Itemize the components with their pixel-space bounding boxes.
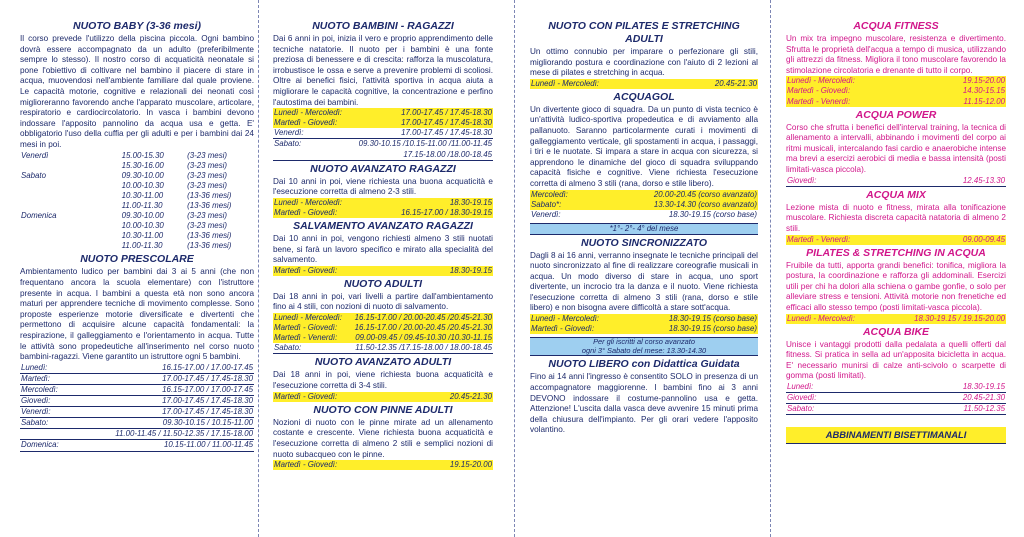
schedule-day: Martedì - Venerdì: xyxy=(786,235,881,245)
schedule-day xyxy=(20,161,121,171)
schedule-time: 20.45-21.30 xyxy=(628,79,758,89)
schedule-day xyxy=(20,231,121,241)
schedule-row xyxy=(20,201,254,211)
schedule-day: Martedì - Giovedì: xyxy=(273,323,354,333)
schedule-baby xyxy=(20,151,254,252)
column-1 xyxy=(20,18,254,533)
section-title-nuoto-libero: NUOTO LIBERO con Didattica Guidata xyxy=(548,358,740,371)
schedule-row xyxy=(20,221,254,231)
schedule-time: 10.00-10.30 xyxy=(121,221,164,231)
schedule-time: 17.00-17.45 / 17.45-18.30 xyxy=(358,108,493,118)
schedule-day xyxy=(20,191,121,201)
section-desc-pinne: Nozioni di nuoto con le pinne mirate ad un allenamento costante e crescente. Viene richiesta buona acquaticità e l'esecuzione corretta di almeno 2 stili e semplici nozioni di nuoto subacqueo con le pinne. xyxy=(273,417,493,459)
schedule-row xyxy=(20,161,254,171)
section-title-acqua-bike: ACQUA BIKE xyxy=(862,325,930,338)
schedule-acqua-power xyxy=(786,176,1006,187)
schedule-acqua-bike xyxy=(786,382,1006,415)
schedule-time: 10.30-11.00 xyxy=(121,231,164,241)
schedule-row xyxy=(530,200,758,210)
schedule-time: 12.45-13.30 xyxy=(881,176,1006,187)
schedule-day: Mercoledì: xyxy=(530,190,628,200)
schedule-day: Venerdì: xyxy=(273,128,358,139)
schedule-day: Venerdì: xyxy=(531,209,561,219)
schedule-day: Venerdì xyxy=(21,150,49,160)
schedule-row xyxy=(20,385,254,396)
schedule-day: Giovedì: xyxy=(20,396,114,407)
section-desc-avanzato-adulti: Dai 18 anni in poi, viene richiesta buona acquaticità e l'esecuzione corretta di 3-4 stili. xyxy=(273,370,493,391)
schedule-day xyxy=(20,241,121,251)
schedule-row xyxy=(786,235,1006,245)
schedule-time: 09.30-10.00 xyxy=(121,170,164,180)
section-desc-acqua-mix: Lezione mista di nuoto e fitness, mirata alla tonificazione muscolare. Richiesta discreta capacità natatoria di almeno 2 stili. xyxy=(786,202,1006,233)
column-4 xyxy=(786,18,1006,533)
note-sincronizzato xyxy=(530,337,758,356)
schedule-day: Lunedì - Mercoledì: xyxy=(273,198,368,208)
schedule-row xyxy=(20,211,254,221)
schedule-time: 15.00-15.30 xyxy=(121,150,164,160)
schedule-sincronizzato xyxy=(530,314,758,334)
schedule-time: 20.45-21.30 xyxy=(368,392,493,402)
schedule-row xyxy=(20,171,254,181)
schedule-row xyxy=(786,393,1006,404)
schedule-day: Lunedì - Mercoledì: xyxy=(530,314,628,324)
section-title-salvamento: SALVAMENTO AVANZATO RAGAZZI xyxy=(293,220,473,232)
schedule-acqua-fitness xyxy=(786,76,1006,106)
schedule-day: Sabato: xyxy=(20,418,114,429)
schedule-row xyxy=(786,76,1006,86)
schedule-time: 17.00-17.45 / 17.45-18.30 xyxy=(114,396,254,407)
schedule-row xyxy=(530,210,758,220)
schedule-time: 09.30-10.00 xyxy=(121,211,164,221)
schedule-day xyxy=(20,221,121,231)
schedule-row xyxy=(786,404,1006,415)
schedule-row xyxy=(786,176,1006,187)
schedule-pinne xyxy=(273,460,493,470)
schedule-time: 17.15-18.00 /18.00-18.45 xyxy=(358,150,493,161)
schedule-time: 11.15-12.00 xyxy=(881,97,1006,107)
schedule-time: 18.30-19.15 xyxy=(881,382,1006,393)
section-title-acquagol: ACQUAGOL xyxy=(613,90,675,103)
schedule-time: 17.00-17.45 / 17.45-18.30 xyxy=(358,118,493,128)
schedule-age-range: (3-23 mesi) xyxy=(187,170,228,180)
schedule-day: Lunedì - Mercoledì: xyxy=(273,108,358,118)
schedule-avanzato-adulti xyxy=(273,392,493,402)
section-title-pilates-nuoto: NUOTO CON PILATES E STRETCHING ADULTI xyxy=(548,20,740,45)
section-desc-prescolare: Ambientamento ludico per bambini dai 3 ai 5 anni (che non frequentano ancora la scuola elementare) con l'istruttore presente in acqua. I bambini a questa età non sono ancora maturi per apprendere tecniche di movimento complesse. Sono proposte esperienze motorie diversificate e divertenti che permettono di acquisire alcune capacità fondamentali: la respirazione, il galleggiamento e l'orientamento in acqua. Tutte le attività sono propedeutiche all'inserimento nel corso nuoto bambini-ragazzi. Viene garantito un istruttore ogni 5 bambini. xyxy=(20,267,254,362)
schedule-day: Lunedì: xyxy=(20,363,114,374)
schedule-pilates-stretching xyxy=(786,314,1006,324)
schedule-age-range: (13-36 mesi) xyxy=(187,241,232,251)
schedule-row xyxy=(20,373,254,384)
schedule-day: Lunedì: xyxy=(786,382,881,393)
note-acquagol: *1°- 2°- 4° del mese xyxy=(530,223,758,235)
schedule-row xyxy=(273,108,493,118)
schedule-age-range: (3-23 mesi) xyxy=(187,211,228,221)
section-desc-acqua-fitness: Un mix tra impegno muscolare, resistenza e divertimento. Sfrutta le proprietà dell'acqua a tempo di musica, utilizzando gli attrezzi da fitness. Migliora il tono muscolare favorendo la stimolazione circolatoria e drenante di tutto il corpo. xyxy=(786,34,1006,75)
schedule-age-range: (3-23 mesi) xyxy=(187,180,228,190)
schedule-day: Martedì - Venerdì: xyxy=(786,97,881,107)
schedule-time: 18.30-19.15 (corso base) xyxy=(628,324,758,334)
schedule-time: 18.30-19.15 / 19.15-20.00 xyxy=(881,314,1006,324)
schedule-time: 16.15-17.00 / 18.30-19.15 xyxy=(368,208,493,218)
section-desc-acqua-bike: Unisce i vantaggi prodotti dalla pedalata a quelli offerti dal fitness. Si pratica in sella ad un'apposita bicicletta in acqua. E' necessario munirsi di calze anti-scivolo o scarpette di gomma (posti limitati). xyxy=(786,339,1006,381)
schedule-bambini xyxy=(273,108,493,160)
schedule-row xyxy=(20,241,254,251)
schedule-row xyxy=(20,181,254,191)
schedule-acquagol xyxy=(530,190,758,220)
schedule-row xyxy=(20,363,254,374)
section-title-acqua-power: ACQUA POWER xyxy=(855,108,937,121)
schedule-time: 17.00-17.45 / 17.45-18.30 xyxy=(114,373,254,384)
section-desc-pilates-nuoto: Un ottimo connubio per imparare o perfezionare gli stili, migliorando postura e coordinazione con l'aiuto di 2 lezioni al mese di pilates e stretching in acqua. xyxy=(530,47,758,78)
schedule-day xyxy=(20,181,121,191)
section-title-pilates-stretching: PILATES & STRETCHING IN ACQUA xyxy=(806,246,986,259)
schedule-time: 18.30-19.15 xyxy=(368,198,493,208)
schedule-time: 17.00-17.45 / 17.45-18.30 xyxy=(358,128,493,139)
section-desc-baby: Il corso prevede l'utilizzo della piscina piccola. Ogni bambino dovrà essere accompagnato da un adulto (preferibilmente sempre lo stesso). Il nostro corso di acquaticità neonatale si pone l'obiettivo di coltivare nel bambino il piacere di stare in acqua, muovendosi nell'ambiente familiare dal quale proviene. Le capacità motorie, cognitive e relazionali dei neonati così miglioreranno favorendo anche l'apparato muscolare, articolare, respiratorio e cardiocircolatorio. In vasca i bambini devono indossare l'apposito pannolino da acqua usa e getta. E' obbligatorio l'uso della cuffia per gli adulti e per i bambini dai 24 mesi in poi. xyxy=(20,34,254,149)
schedule-day: Lunedì - Mercoledì: xyxy=(786,314,881,324)
abbinamenti-banner: ABBINAMENTI BISETTIMANALI xyxy=(786,427,1006,444)
schedule-time: 11.50-12.35 xyxy=(881,404,1006,415)
schedule-day: Sabato: xyxy=(274,139,302,149)
schedule-time: 20.00-20.45 (corso avanzato) xyxy=(628,190,758,200)
schedule-time: 15.30-16.00 xyxy=(121,160,164,170)
schedule-day xyxy=(273,150,358,161)
schedule-row xyxy=(20,151,254,161)
section-title-baby: NUOTO BABY (3-36 mesi) xyxy=(73,20,201,32)
section-desc-acqua-power: Corso che sfrutta i benefici dell'interval training, la tecnica di allenamento a intervalli, abbinando i movimenti del corpo ai ritmi musicali, intercalando fasi cardio e anaerobiche intense ma brevi a esercizi aerobici di media e bassa intensità (posti limitati-vasca piccola). xyxy=(786,122,1006,175)
schedule-day: Martedì - Venerdì: xyxy=(273,333,354,343)
schedule-time: 09.00-09.45 / 09.45-10.30 /10.30-11.15 xyxy=(355,333,492,343)
schedule-time: 11.00-11.30 xyxy=(121,241,163,251)
schedule-day: Lunedì - Mercoledì: xyxy=(530,79,628,89)
schedule-day: Martedì - Giovedì: xyxy=(273,460,368,470)
schedule-row xyxy=(20,191,254,201)
note-sincronizzato-line1: Per gli iscritti al corso avanzato xyxy=(593,337,695,347)
schedule-row xyxy=(530,324,758,334)
section-desc-adulti: Dai 18 anni in poi, vari livelli a partire dall'ambientamento fino ai 4 stili, con nozioni di nuoto di salvamento. xyxy=(273,291,493,312)
note-sincronizzato-line2: ogni 3° Sabato del mese: 13.30-14.30 xyxy=(581,345,707,355)
schedule-salvamento xyxy=(273,266,493,276)
schedule-time: 16.15-17.00 / 17.00-17.45 xyxy=(114,385,254,396)
section-desc-salvamento: Dai 10 anni in poi, vengono richiesti almeno 3 stili nuotati bene, si farà un lavoro specifico e mirato alla specialità del salvamento. xyxy=(273,234,493,265)
schedule-row xyxy=(273,343,493,354)
schedule-time: 13.30-14.30 (corso avanzato) xyxy=(628,200,758,210)
schedule-day: Lunedì - Mercoledì: xyxy=(786,76,881,86)
schedule-row xyxy=(273,139,493,150)
schedule-row xyxy=(20,231,254,241)
schedule-row xyxy=(273,460,493,470)
section-desc-acquagol: Un divertente gioco di squadra. Da un punto di vista tecnico è un'attività ludico-sportiva propedeutica e di avviamento alla pallanuoto. Saranno particolarmente curati i movimenti di galleggiamento verticale, gli spostamenti in acqua, i passaggi, i tiri e le nuotate. Si impara a stare in acqua con sicurezza, si apprendono le dinamiche del gioco di squadra sviluppando capacità fisiche e cognitive. Viene richiesta l'esecuzione corretta di almeno 3 stili (rana, dorso e stile libero). xyxy=(530,104,758,189)
schedule-time: 19.15-20.00 xyxy=(881,76,1006,86)
section-title-acqua-mix: ACQUA MIX xyxy=(866,188,926,201)
schedule-day xyxy=(20,429,114,440)
schedule-age-range: (3-23 mesi) xyxy=(187,160,228,170)
schedule-row xyxy=(786,382,1006,393)
section-desc-avanzato-ragazzi: Dai 10 anni in poi, viene richiesta una buona acquaticità e l'esecuzione corretta di almeno 2-3 stili. xyxy=(273,176,493,197)
schedule-day: Sabato xyxy=(21,170,47,180)
schedule-row xyxy=(273,392,493,402)
schedule-row xyxy=(273,333,493,343)
schedule-row xyxy=(273,150,493,161)
schedule-time: 14.30-15.15 xyxy=(881,86,1006,96)
schedule-day: Lunedì - Mercoledì: xyxy=(273,313,354,323)
schedule-row xyxy=(20,429,254,440)
section-desc-pilates-stretching: Fruibile da tutti, apporta grandi benefici: tonifica, migliora la postura, la coordinazione e rafforza gli addominali. Esercizi utili per chi ha dolori alla schiena o gambe gonfie, o solo per alleviare stress e tensioni. Attività motorie non frenetiche ed efficaci allo stesso tempo (posti limitati-vasca piccola). xyxy=(786,260,1006,312)
fold-line xyxy=(514,0,524,537)
schedule-time: 11.00-11.30 xyxy=(121,201,163,210)
schedule-time: 20.45-21.30 xyxy=(881,393,1006,404)
schedule-prescolare xyxy=(20,363,254,452)
schedule-day: Martedì - Giovedì: xyxy=(530,324,628,334)
schedule-day: Martedì - Giovedì: xyxy=(273,392,368,402)
fold-line xyxy=(770,0,780,537)
section-title-prescolare: NUOTO PRESCOLARE xyxy=(80,253,194,266)
schedule-day: Domenica: xyxy=(20,440,114,451)
section-title-acqua-fitness: ACQUA FITNESS xyxy=(853,20,939,32)
section-title-adulti: NUOTO ADULTI xyxy=(344,277,422,290)
schedule-day: Martedì - Giovedì: xyxy=(273,266,368,276)
schedule-time: 16.15-17.00 / 20.00-20.45 /20.45-21.30 xyxy=(354,313,492,323)
schedule-row xyxy=(273,118,493,128)
schedule-acqua-mix xyxy=(786,235,1006,245)
schedule-avanzato-ragazzi xyxy=(273,198,493,218)
schedule-adulti xyxy=(273,313,493,354)
schedule-row xyxy=(273,266,493,276)
schedule-time: 09.00-09.45 xyxy=(881,235,1006,245)
schedule-day: Sabato: xyxy=(786,404,881,415)
schedule-time: 09.30-10.15 / 10.15-11.00 xyxy=(114,418,254,429)
schedule-row xyxy=(530,79,758,89)
schedule-age-range: (3-23 mesi) xyxy=(187,150,228,160)
section-title-bambini: NUOTO BAMBINI - RAGAZZI xyxy=(312,20,454,32)
schedule-age-range: (13-36 mesi) xyxy=(187,190,232,200)
schedule-time: 11.50-12.35 /17.15-18.00 / 18.00-18.45 xyxy=(355,343,492,353)
schedule-pilates-nuoto xyxy=(530,79,758,89)
schedule-day: Martedì: xyxy=(20,373,114,384)
fold-line xyxy=(258,0,268,537)
schedule-row xyxy=(530,190,758,200)
schedule-row xyxy=(273,208,493,218)
schedule-row xyxy=(786,97,1006,107)
schedule-day xyxy=(20,201,121,211)
schedule-time: 10.30-11.00 xyxy=(121,190,164,200)
schedule-day: Giovedì: xyxy=(786,176,881,187)
schedule-time: 18.30-19.15 xyxy=(368,266,493,276)
schedule-day: Martedì - Giovedì: xyxy=(273,118,358,128)
section-desc-bambini: Dai 6 anni in poi, inizia il vero e proprio apprendimento delle tecniche natatorie. Il nuoto per i bambini è una fonte preziosa di benessere e di crescita: rafforza la muscolatura, irrobustisce le ossa e serve a prevenire problemi di scoliosi. Oltre ai benefici fisici, l'attività sportiva in acqua aiuta a migliorare le capacità cognitive, la concentrazione e perfino l'autostima dei bambini. xyxy=(273,34,493,107)
schedule-time: 11.00-11.45 / 11.50-12.35 / 17.15-18.00 xyxy=(115,429,253,439)
schedule-row xyxy=(273,198,493,208)
section-title-pinne: NUOTO CON PINNE ADULTI xyxy=(313,403,453,416)
schedule-time: 19.15-20.00 xyxy=(368,460,493,470)
schedule-time: 16.15-17.00 / 17.00-17.45 xyxy=(114,363,254,374)
section-title-sincronizzato: NUOTO SINCRONIZZATO xyxy=(581,236,707,249)
schedule-day: Sabato: xyxy=(273,343,354,354)
section-desc-nuoto-libero: Fino ai 14 anni l'ingresso è consentito SOLO in presenza di un accompagnatore maggiorenne. I bambini fino ai 3 anni DEVONO indossare il costume-pannolino usa e getta. Attenzione! L'uscita dalla vasca deve avvenire 15 minuti prima della chiusura dell'impianto. Per gli orari vedere l'apposito volantino. xyxy=(530,372,758,435)
schedule-row xyxy=(273,313,493,323)
schedule-time: 10.00-10.30 xyxy=(121,180,164,190)
schedule-row xyxy=(786,314,1006,324)
schedule-row xyxy=(20,418,254,429)
schedule-day: Mercoledì: xyxy=(20,385,114,396)
schedule-day: Venerdì: xyxy=(20,407,114,418)
schedule-row xyxy=(20,440,254,451)
schedule-time: 09.30-10.15 /10.15-11.00 /11.00-11.45 xyxy=(358,139,492,149)
schedule-age-range: (13-36 mesi) xyxy=(187,231,232,241)
section-desc-sincronizzato: Dagli 8 ai 16 anni, verranno insegnate le tecniche principali del nuoto sincronizzato al fine di realizzare coreografie musicali in acqua. Un modo diverso di stare in acqua, uno sport divertente, un incrocio tra la danza e il nuoto. Viene richiesta l'esecuzione corretta di almeno 3 stili (rana, dorso e stile libero) e non bisogna avere difficoltà a stare sott'acqua. xyxy=(530,250,758,313)
schedule-row xyxy=(20,407,254,418)
schedule-day: Martedì - Giovedì: xyxy=(786,86,881,96)
schedule-day: Giovedì: xyxy=(786,393,881,404)
schedule-age-range: (3-23 mesi) xyxy=(187,221,228,231)
column-3 xyxy=(530,18,758,533)
schedule-day: Sabato*: xyxy=(530,200,628,210)
schedule-time: 18.30-19.15 (corso base) xyxy=(628,314,758,324)
section-title-avanzato-ragazzi: NUOTO AVANZATO RAGAZZI xyxy=(310,162,456,175)
schedule-row xyxy=(273,128,493,139)
schedule-time: 10.15-11.00 / 11.00-11.45 xyxy=(114,440,254,451)
schedule-row xyxy=(273,323,493,333)
schedule-time: 17.00-17.45 / 17.45-18.30 xyxy=(114,407,254,418)
section-title-avanzato-adulti: NUOTO AVANZATO ADULTI xyxy=(314,356,452,369)
schedule-time: 18.30-19.15 (corso base) xyxy=(668,209,757,219)
schedule-day: Domenica xyxy=(21,211,57,221)
schedule-day: Martedì - Giovedì: xyxy=(273,208,368,218)
schedule-row xyxy=(530,314,758,324)
schedule-row xyxy=(20,396,254,407)
column-2 xyxy=(273,18,493,533)
schedule-time: 16.15-17.00 / 20.00-20.45 /20.45-21.30 xyxy=(354,323,492,333)
schedule-age-range: (13-36 mesi) xyxy=(187,201,232,210)
schedule-row xyxy=(786,86,1006,96)
